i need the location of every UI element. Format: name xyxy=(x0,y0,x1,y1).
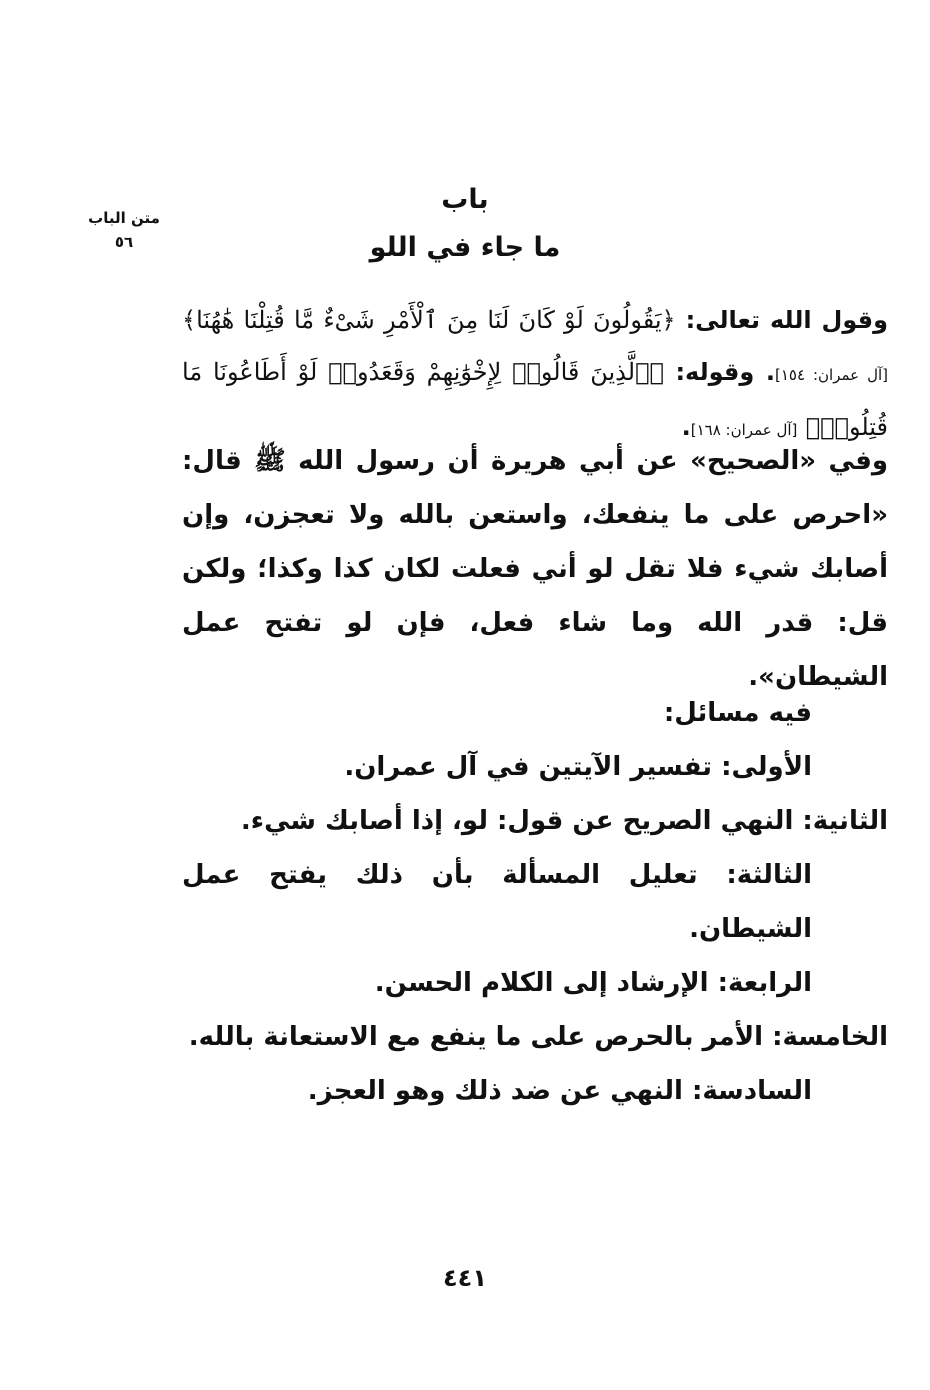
hadith-paragraph: وفي «الصحيح» عن أبي هريرة أن رسول الله ﷺ قال: «احرص على ما ينفعك، واستعن بالله ولا تعجزن، وإن أصابك شيء فلا تقل لو أني فعلت لكان كذا وكذا؛ ولكن قل: قدر الله وما شاء فعل، فإن لو تفتح عمل الشيطان». xyxy=(182,446,888,692)
quran-end: . xyxy=(681,413,691,441)
margin-note xyxy=(74,206,174,254)
issue-item: الرابعة: الإرشاد إلى الكلام الحسن. xyxy=(374,968,812,998)
quran-verse-2: ﴿ٱلَّذِينَ قَالُوا۟ لِإِخْوَٰنِهِمْ وَقَعَدُوا۟ لَوْ أَطَاعُونَا مَا قُتِلُوا۟﴾ xyxy=(182,358,888,441)
issue-item: الأولى: تفسير الآيتين في آل عمران. xyxy=(344,752,812,782)
chapter-label: باب xyxy=(441,184,489,215)
margin-note-number: ٥٦ xyxy=(114,233,134,251)
quran-citation-paragraph xyxy=(182,294,888,456)
quran-reference-2: [آل عمران: ١٦٨] xyxy=(690,421,798,439)
issue-item: السادسة: النهي عن ضد ذلك وهو العجز. xyxy=(307,1076,812,1106)
margin-note-label: متن الباب xyxy=(88,209,160,227)
issues-section xyxy=(182,686,888,1118)
issue-item: الخامسة: الأمر بالحرص على ما ينفع مع الاستعانة بالله. xyxy=(188,1022,888,1052)
quran-reference-1: [آل عمران: ١٥٤] xyxy=(774,366,889,384)
issues-heading: فيه مسائل: xyxy=(663,698,812,728)
issue-item: الثالثة: تعليل المسألة بأن ذلك يفتح عمل الشيطان. xyxy=(182,860,812,944)
page-number: ٤٤١ xyxy=(443,1264,487,1292)
chapter-title: ما جاء في اللو xyxy=(369,232,561,263)
quran-intro: وقول الله تعالى: xyxy=(685,306,889,334)
quran-connector: . وقوله: xyxy=(675,358,775,386)
quran-verse-1: ﴿يَقُولُونَ لَوْ كَانَ لَنَا مِنَ ٱلْأَمْرِ شَىْءٌ مَّا قُتِلْنَا هَٰهُنَا﴾ xyxy=(182,306,676,334)
issue-item: الثانية: النهي الصريح عن قول: لو، إذا أصابك شيء. xyxy=(240,806,888,836)
